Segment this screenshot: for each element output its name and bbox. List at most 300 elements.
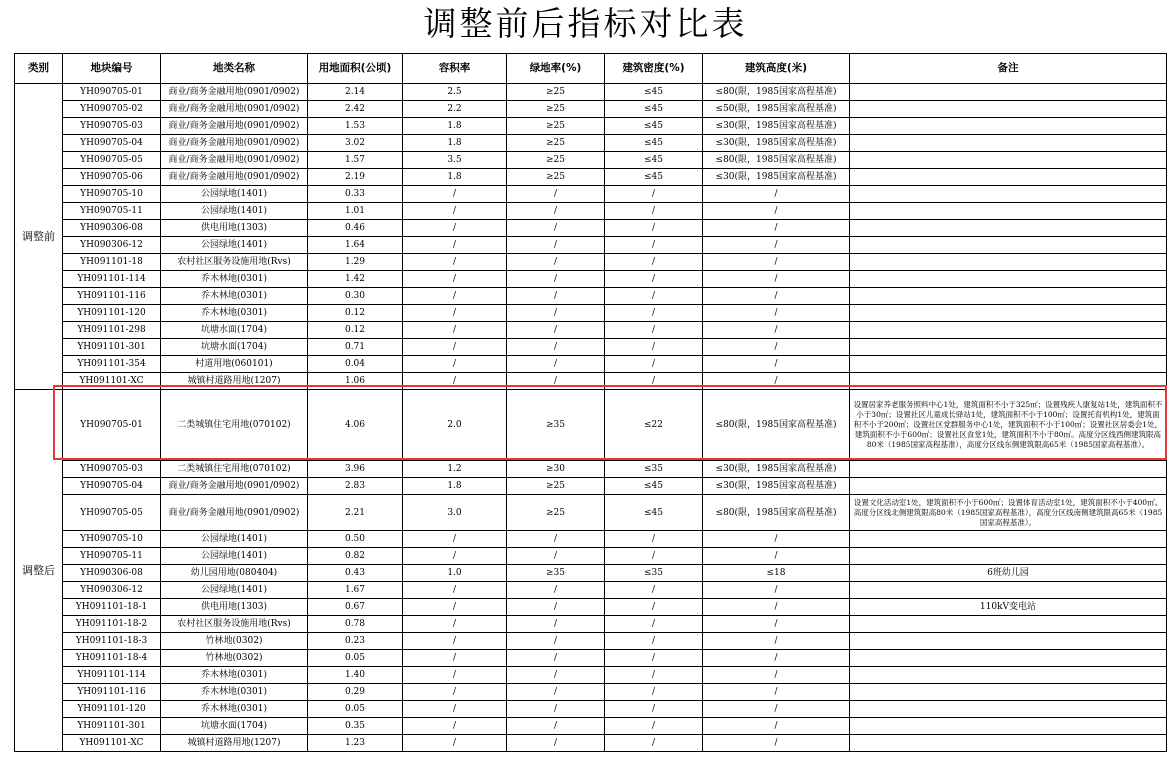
cell-area: 0.12	[308, 322, 403, 339]
cell-land-type: 二类城镇住宅用地(070102)	[161, 461, 308, 478]
cell-plot-id: YH090705-04	[63, 135, 161, 152]
cell-area: 1.57	[308, 152, 403, 169]
cell-remarks	[850, 305, 1167, 322]
cell-area: 0.82	[308, 548, 403, 565]
cell-area: 1.06	[308, 373, 403, 390]
cell-far: 1.2	[403, 461, 507, 478]
cell-remarks	[850, 169, 1167, 186]
cell-density: /	[605, 305, 703, 322]
cell-far: /	[403, 650, 507, 667]
cell-land-type: 坑塘水面(1704)	[161, 322, 308, 339]
cell-density: ≤45	[605, 84, 703, 101]
cell-remarks	[850, 650, 1167, 667]
cell-land-type: 乔木林地(0301)	[161, 667, 308, 684]
cell-green-rate: ≥25	[507, 101, 605, 118]
cell-height: /	[703, 271, 850, 288]
cell-area: 1.42	[308, 271, 403, 288]
cell-height: /	[703, 616, 850, 633]
cell-plot-id: YH090306-08	[63, 565, 161, 582]
cell-density: /	[605, 254, 703, 271]
cell-plot-id: YH091101-18-2	[63, 616, 161, 633]
cell-land-type: 商业/商务金融用地(0901/0902)	[161, 135, 308, 152]
cell-land-type: 竹林地(0302)	[161, 633, 308, 650]
cell-density: /	[605, 616, 703, 633]
cell-far: /	[403, 288, 507, 305]
cell-land-type: 商业/商务金融用地(0901/0902)	[161, 152, 308, 169]
cell-green-rate: ≥35	[507, 565, 605, 582]
cell-area: 0.67	[308, 599, 403, 616]
cell-plot-id: YH090705-02	[63, 101, 161, 118]
cell-density: /	[605, 633, 703, 650]
cell-density: /	[605, 650, 703, 667]
cell-remarks	[850, 322, 1167, 339]
cell-remarks	[850, 373, 1167, 390]
cell-remarks: 设置文化活动室1处，建筑面积不小于600㎡；设置体育活动室1处，建筑面积不小于400㎡。高度分区线北侧建筑限高80米（1985国家高程基准），高度分区线南侧建筑限高65米（1985国家高程基准）。	[850, 495, 1167, 531]
cell-far: 1.8	[403, 169, 507, 186]
cell-green-rate: ≥35	[507, 390, 605, 461]
table-row	[15, 616, 1167, 633]
cell-green-rate: /	[507, 616, 605, 633]
cell-plot-id: YH091101-18-1	[63, 599, 161, 616]
cell-remarks	[850, 582, 1167, 599]
cell-height: ≤30(限，1985国家高程基准)	[703, 461, 850, 478]
cell-far: 1.8	[403, 118, 507, 135]
cell-height: ≤50(限，1985国家高程基准)	[703, 101, 850, 118]
cell-remarks: 110kV变电站	[850, 599, 1167, 616]
cell-area: 0.50	[308, 531, 403, 548]
table-row	[15, 633, 1167, 650]
cell-green-rate: /	[507, 582, 605, 599]
table-row	[15, 701, 1167, 718]
cell-plot-id: YH091101-354	[63, 356, 161, 373]
cell-land-type: 坑塘水面(1704)	[161, 718, 308, 735]
cell-land-type: 商业/商务金融用地(0901/0902)	[161, 101, 308, 118]
cell-area: 2.21	[308, 495, 403, 531]
cell-green-rate: /	[507, 599, 605, 616]
cell-height: ≤30(限，1985国家高程基准)	[703, 135, 850, 152]
table-row	[15, 582, 1167, 599]
cell-remarks	[850, 548, 1167, 565]
cell-land-type: 二类城镇住宅用地(070102)	[161, 390, 308, 461]
cell-area: 2.83	[308, 478, 403, 495]
cell-area: 1.23	[308, 735, 403, 752]
cell-land-type: 城镇村道路用地(1207)	[161, 373, 308, 390]
cell-remarks	[850, 152, 1167, 169]
cell-height: /	[703, 305, 850, 322]
cell-remarks	[850, 135, 1167, 152]
cell-plot-id: YH091101-18	[63, 254, 161, 271]
cell-land-type: 农村社区服务设施用地(Rvs)	[161, 616, 308, 633]
cell-plot-id: YH091101-301	[63, 718, 161, 735]
cell-plot-id: YH090705-05	[63, 495, 161, 531]
cell-height: /	[703, 186, 850, 203]
cell-green-rate: ≥25	[507, 478, 605, 495]
table-row	[15, 390, 1167, 461]
cell-green-rate: /	[507, 288, 605, 305]
cell-area: 0.23	[308, 633, 403, 650]
cell-green-rate: ≥30	[507, 461, 605, 478]
table-row	[15, 237, 1167, 254]
table-row	[15, 101, 1167, 118]
cell-height: /	[703, 356, 850, 373]
cell-far: /	[403, 322, 507, 339]
cell-green-rate: ≥25	[507, 135, 605, 152]
cell-land-type: 公园绿地(1401)	[161, 237, 308, 254]
comparison-table	[14, 53, 1167, 752]
cell-plot-id: YH090306-08	[63, 220, 161, 237]
cell-plot-id: YH090705-11	[63, 203, 161, 220]
cell-green-rate: /	[507, 373, 605, 390]
cell-height: /	[703, 599, 850, 616]
cell-land-type: 竹林地(0302)	[161, 650, 308, 667]
cell-height: /	[703, 531, 850, 548]
cell-area: 0.35	[308, 718, 403, 735]
header-green-rate: 绿地率(%)	[507, 54, 605, 84]
table-row	[15, 718, 1167, 735]
cell-area: 0.30	[308, 288, 403, 305]
cell-plot-id: YH091101-18-4	[63, 650, 161, 667]
cell-density: /	[605, 356, 703, 373]
cell-plot-id: YH091101-116	[63, 288, 161, 305]
cell-green-rate: /	[507, 220, 605, 237]
cell-density: ≤45	[605, 478, 703, 495]
cell-land-type: 商业/商务金融用地(0901/0902)	[161, 495, 308, 531]
header-area: 用地面积(公顷)	[308, 54, 403, 84]
cell-plot-id: YH091101-18-3	[63, 633, 161, 650]
cell-density: ≤45	[605, 152, 703, 169]
cell-far: 2.2	[403, 101, 507, 118]
cell-area: 0.78	[308, 616, 403, 633]
cell-green-rate: /	[507, 735, 605, 752]
table-row	[15, 461, 1167, 478]
cell-land-type: 供电用地(1303)	[161, 220, 308, 237]
cell-far: 3.0	[403, 495, 507, 531]
cell-remarks	[850, 288, 1167, 305]
table-row	[15, 478, 1167, 495]
cell-area: 3.96	[308, 461, 403, 478]
cell-density: /	[605, 288, 703, 305]
cell-land-type: 公园绿地(1401)	[161, 548, 308, 565]
cell-plot-id: YH091101-116	[63, 684, 161, 701]
before-category-cell: 调整前	[15, 84, 63, 390]
cell-remarks	[850, 478, 1167, 495]
cell-density: /	[605, 531, 703, 548]
cell-green-rate: ≥25	[507, 152, 605, 169]
cell-green-rate: /	[507, 237, 605, 254]
cell-height: /	[703, 650, 850, 667]
cell-land-type: 商业/商务金融用地(0901/0902)	[161, 478, 308, 495]
cell-green-rate: /	[507, 684, 605, 701]
cell-green-rate: /	[507, 322, 605, 339]
cell-far: /	[403, 701, 507, 718]
cell-plot-id: YH090306-12	[63, 582, 161, 599]
cell-green-rate: ≥25	[507, 84, 605, 101]
cell-far: /	[403, 356, 507, 373]
cell-height: /	[703, 633, 850, 650]
header-height: 建筑高度(米)	[703, 54, 850, 84]
cell-density: /	[605, 718, 703, 735]
cell-remarks	[850, 101, 1167, 118]
table-row	[15, 495, 1167, 531]
cell-area: 0.04	[308, 356, 403, 373]
cell-far: 1.8	[403, 478, 507, 495]
cell-green-rate: /	[507, 667, 605, 684]
cell-height: /	[703, 684, 850, 701]
cell-remarks	[850, 633, 1167, 650]
cell-land-type: 乔木林地(0301)	[161, 684, 308, 701]
cell-area: 0.33	[308, 186, 403, 203]
table-row	[15, 650, 1167, 667]
cell-green-rate: /	[507, 356, 605, 373]
cell-plot-id: YH091101-120	[63, 305, 161, 322]
cell-remarks	[850, 118, 1167, 135]
cell-height: ≤80(限，1985国家高程基准)	[703, 495, 850, 531]
cell-remarks	[850, 356, 1167, 373]
header-category: 类别	[15, 54, 63, 84]
cell-height: /	[703, 254, 850, 271]
cell-land-type: 村道用地(060101)	[161, 356, 308, 373]
cell-remarks	[850, 254, 1167, 271]
cell-remarks	[850, 461, 1167, 478]
table-row	[15, 667, 1167, 684]
cell-far: /	[403, 582, 507, 599]
cell-far: /	[403, 220, 507, 237]
cell-green-rate: /	[507, 271, 605, 288]
cell-land-type: 坑塘水面(1704)	[161, 339, 308, 356]
cell-land-type: 公园绿地(1401)	[161, 186, 308, 203]
cell-area: 1.64	[308, 237, 403, 254]
cell-green-rate: /	[507, 650, 605, 667]
cell-land-type: 商业/商务金融用地(0901/0902)	[161, 84, 308, 101]
cell-height: ≤80(限，1985国家高程基准)	[703, 84, 850, 101]
cell-land-type: 乔木林地(0301)	[161, 701, 308, 718]
cell-area: 0.12	[308, 305, 403, 322]
table-row	[15, 322, 1167, 339]
cell-area: 1.01	[308, 203, 403, 220]
table-row	[15, 356, 1167, 373]
cell-land-type: 乔木林地(0301)	[161, 288, 308, 305]
cell-remarks	[850, 718, 1167, 735]
cell-green-rate: /	[507, 633, 605, 650]
table-row	[15, 169, 1167, 186]
cell-height: ≤30(限，1985国家高程基准)	[703, 118, 850, 135]
cell-land-type: 幼儿园用地(080404)	[161, 565, 308, 582]
cell-far: /	[403, 237, 507, 254]
cell-density: /	[605, 220, 703, 237]
cell-green-rate: /	[507, 548, 605, 565]
cell-remarks	[850, 701, 1167, 718]
cell-area: 1.53	[308, 118, 403, 135]
cell-plot-id: YH090705-04	[63, 478, 161, 495]
cell-far: /	[403, 684, 507, 701]
cell-remarks	[850, 684, 1167, 701]
cell-land-type: 商业/商务金融用地(0901/0902)	[161, 169, 308, 186]
header-plot-id: 地块编号	[63, 54, 161, 84]
cell-density: ≤45	[605, 135, 703, 152]
cell-density: /	[605, 599, 703, 616]
cell-height: /	[703, 735, 850, 752]
table-row	[15, 203, 1167, 220]
cell-far: /	[403, 633, 507, 650]
cell-height: /	[703, 718, 850, 735]
cell-density: /	[605, 667, 703, 684]
cell-green-rate: ≥25	[507, 118, 605, 135]
cell-height: /	[703, 373, 850, 390]
cell-plot-id: YH091101-301	[63, 339, 161, 356]
table-row	[15, 305, 1167, 322]
cell-far: 2.5	[403, 84, 507, 101]
cell-density: ≤35	[605, 565, 703, 582]
cell-plot-id: YH090705-01	[63, 84, 161, 101]
header-remarks: 备注	[850, 54, 1167, 84]
cell-height: /	[703, 288, 850, 305]
cell-far: /	[403, 373, 507, 390]
cell-height: ≤80(限，1985国家高程基准)	[703, 390, 850, 461]
cell-far: /	[403, 254, 507, 271]
cell-area: 0.05	[308, 701, 403, 718]
cell-land-type: 城镇村道路用地(1207)	[161, 735, 308, 752]
cell-density: ≤45	[605, 101, 703, 118]
cell-area: 1.40	[308, 667, 403, 684]
cell-remarks: 6班幼儿园	[850, 565, 1167, 582]
cell-plot-id: YH090705-10	[63, 531, 161, 548]
table-row	[15, 531, 1167, 548]
cell-remarks	[850, 203, 1167, 220]
cell-land-type: 农村社区服务设施用地(Rvs)	[161, 254, 308, 271]
cell-green-rate: /	[507, 339, 605, 356]
cell-land-type: 乔木林地(0301)	[161, 305, 308, 322]
cell-remarks	[850, 271, 1167, 288]
cell-plot-id: YH091101-298	[63, 322, 161, 339]
cell-density: /	[605, 322, 703, 339]
table-row	[15, 152, 1167, 169]
cell-height: /	[703, 339, 850, 356]
cell-height: /	[703, 548, 850, 565]
cell-plot-id: YH090705-03	[63, 118, 161, 135]
cell-green-rate: /	[507, 305, 605, 322]
cell-green-rate: /	[507, 186, 605, 203]
cell-area: 2.42	[308, 101, 403, 118]
cell-area: 4.06	[308, 390, 403, 461]
cell-green-rate: /	[507, 531, 605, 548]
cell-density: /	[605, 701, 703, 718]
cell-remarks	[850, 220, 1167, 237]
cell-density: /	[605, 203, 703, 220]
cell-remarks	[850, 531, 1167, 548]
table-row	[15, 84, 1167, 101]
cell-land-type: 公园绿地(1401)	[161, 531, 308, 548]
cell-density: ≤22	[605, 390, 703, 461]
table-row	[15, 220, 1167, 237]
cell-far: /	[403, 718, 507, 735]
cell-density: /	[605, 271, 703, 288]
cell-density: /	[605, 735, 703, 752]
cell-far: /	[403, 548, 507, 565]
header-density: 建筑密度(%)	[605, 54, 703, 84]
cell-far: 3.5	[403, 152, 507, 169]
cell-green-rate: ≥25	[507, 495, 605, 531]
cell-green-rate: /	[507, 254, 605, 271]
cell-remarks	[850, 735, 1167, 752]
cell-area: 0.46	[308, 220, 403, 237]
cell-far: 2.0	[403, 390, 507, 461]
cell-density: /	[605, 186, 703, 203]
table-row	[15, 339, 1167, 356]
cell-area: 2.19	[308, 169, 403, 186]
cell-far: /	[403, 203, 507, 220]
cell-far: 1.8	[403, 135, 507, 152]
cell-plot-id: YH091101-120	[63, 701, 161, 718]
cell-far: /	[403, 735, 507, 752]
cell-density: ≤45	[605, 495, 703, 531]
cell-plot-id: YH091101-XC	[63, 373, 161, 390]
cell-far: /	[403, 305, 507, 322]
cell-remarks	[850, 186, 1167, 203]
cell-height: /	[703, 667, 850, 684]
table-row	[15, 599, 1167, 616]
cell-far: /	[403, 616, 507, 633]
cell-plot-id: YH091101-114	[63, 667, 161, 684]
table-row	[15, 565, 1167, 582]
cell-area: 1.29	[308, 254, 403, 271]
cell-height: /	[703, 237, 850, 254]
table-row	[15, 186, 1167, 203]
cell-plot-id: YH090705-05	[63, 152, 161, 169]
cell-remarks	[850, 84, 1167, 101]
cell-plot-id: YH090306-12	[63, 237, 161, 254]
cell-area: 0.05	[308, 650, 403, 667]
cell-height: /	[703, 701, 850, 718]
cell-height: /	[703, 220, 850, 237]
cell-area: 0.43	[308, 565, 403, 582]
table-row	[15, 288, 1167, 305]
table-row	[15, 373, 1167, 390]
cell-land-type: 公园绿地(1401)	[161, 582, 308, 599]
table-row	[15, 684, 1167, 701]
cell-far: /	[403, 531, 507, 548]
cell-density: /	[605, 237, 703, 254]
cell-area: 0.29	[308, 684, 403, 701]
cell-land-type: 乔木林地(0301)	[161, 271, 308, 288]
cell-plot-id: YH091101-114	[63, 271, 161, 288]
cell-green-rate: /	[507, 718, 605, 735]
header-far: 容积率	[403, 54, 507, 84]
cell-plot-id: YH090705-03	[63, 461, 161, 478]
cell-land-type: 公园绿地(1401)	[161, 203, 308, 220]
page-title: 调整前后指标对比表	[423, 4, 748, 43]
cell-density: ≤35	[605, 461, 703, 478]
cell-plot-id: YH091101-XC	[63, 735, 161, 752]
table-row	[15, 135, 1167, 152]
cell-far: /	[403, 667, 507, 684]
header-row	[15, 54, 1167, 84]
cell-height: ≤30(限，1985国家高程基准)	[703, 169, 850, 186]
cell-height: ≤18	[703, 565, 850, 582]
cell-far: /	[403, 599, 507, 616]
cell-height: ≤80(限，1985国家高程基准)	[703, 152, 850, 169]
cell-height: /	[703, 582, 850, 599]
cell-remarks	[850, 616, 1167, 633]
cell-remarks: 设置居家养老服务照料中心1处，建筑面积不小于325㎡；设置残疾人康复站1处，建筑面积不小于30㎡；设置社区儿童成长驿站1处，建筑面积不小于100㎡；设置托育机构1处，建筑面积不小于200㎡；设置社区党群服务中心1处，建筑面积不小于100㎡；设置社区居委会1处，建筑面积不小于600㎡；设置社区食堂1处，建筑面积不小于80㎡。高度分区线西侧建筑限高80米（1985国家高程基准），高度分区线东侧建筑限高65米（1985国家高程基准）。	[850, 390, 1167, 461]
cell-remarks	[850, 339, 1167, 356]
cell-remarks	[850, 237, 1167, 254]
after-category-cell: 调整后	[15, 390, 63, 752]
cell-density: /	[605, 684, 703, 701]
cell-plot-id: YH090705-01	[63, 390, 161, 461]
cell-area: 2.14	[308, 84, 403, 101]
table-row	[15, 254, 1167, 271]
cell-green-rate: /	[507, 203, 605, 220]
